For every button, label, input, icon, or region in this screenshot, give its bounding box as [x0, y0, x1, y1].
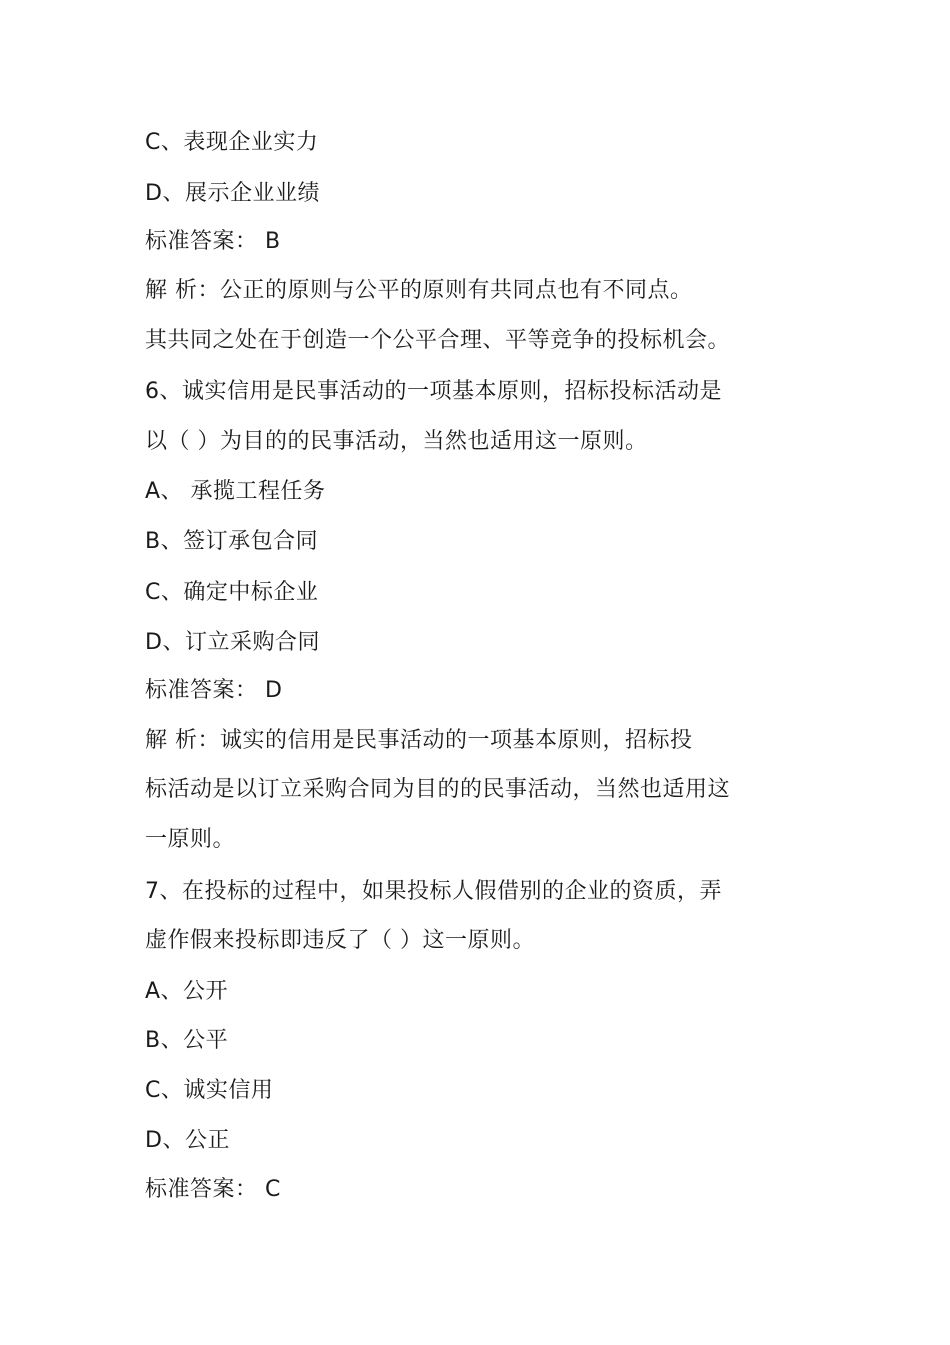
- option-c-q7: C、诚实信用: [145, 1078, 274, 1103]
- answer-q6: 标准答案： D: [145, 678, 283, 703]
- question-6-line1: 6、诚实信用是民事活动的一项基本原则，招标投标活动是: [145, 379, 722, 404]
- option-c-q5: C、表现企业实力: [145, 130, 319, 155]
- answer-q5: 标准答案： B: [145, 229, 281, 254]
- answer-q7: 标准答案： C: [145, 1177, 281, 1202]
- option-d-q7: D、公正: [145, 1128, 230, 1153]
- explanation-q6-line1: 解 析：诚实的信用是民事活动的一项基本原则，招标投: [145, 728, 693, 753]
- explanation-q6-line3: 一原则。: [145, 827, 236, 852]
- explanation-q5-line1: 解 析：公正的原则与公平的原则有共同点也有不同点。: [145, 278, 693, 303]
- option-c-q6: C、确定中标企业: [145, 580, 319, 605]
- option-b-q6: B、签订承包合同: [145, 529, 319, 554]
- option-a-q6: A、 承揽工程任务: [145, 479, 326, 504]
- option-d-q5: D、展示企业业绩: [145, 181, 320, 206]
- option-d-q6: D、订立采购合同: [145, 630, 320, 655]
- option-a-q7: A、公开: [145, 979, 229, 1004]
- question-7-line1: 7、在投标的过程中，如果投标人假借别的企业的资质，弄: [145, 879, 722, 904]
- option-b-q7: B、公平: [145, 1028, 229, 1053]
- question-6-line2: 以（ ）为目的的民事活动，当然也适用这一原则。: [145, 429, 648, 454]
- question-7-line2: 虚作假来投标即违反了（ ）这一原则。: [145, 928, 535, 953]
- explanation-q6-line2: 标活动是以订立采购合同为目的的民事活动，当然也适用这: [145, 777, 731, 802]
- explanation-q5-line2: 其共同之处在于创造一个公平合理、平等竞争的投标机会。: [145, 328, 731, 353]
